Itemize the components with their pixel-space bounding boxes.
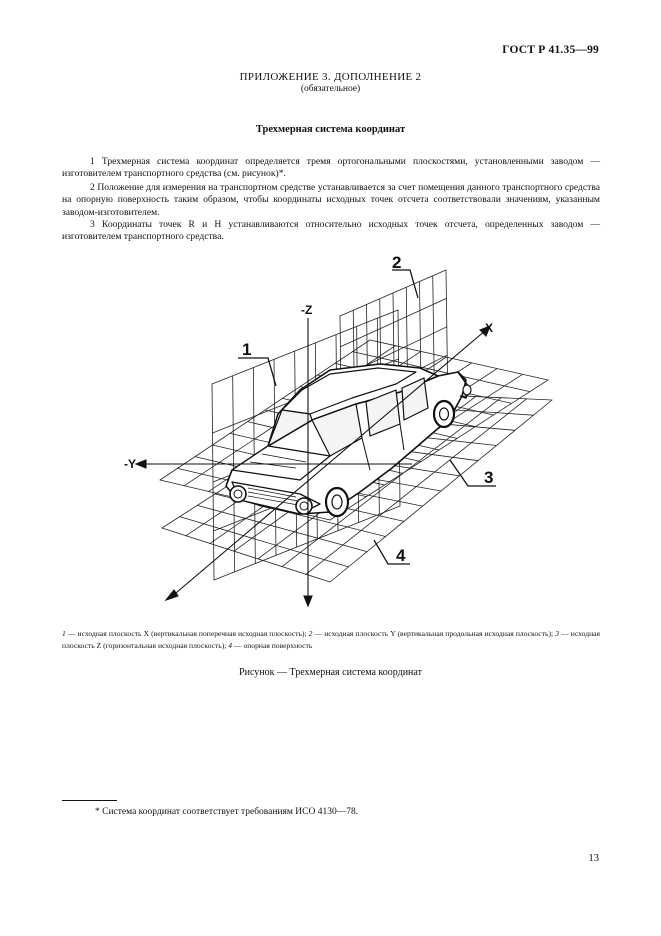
neg-y-axis-label: -Y xyxy=(124,457,136,471)
x-axis-label: X xyxy=(485,321,494,335)
legend-num-1: 1 xyxy=(62,629,66,638)
callout-3: 3 xyxy=(484,468,494,487)
legend-text-1: — исходная плоскость X (вертикальная поперечная исходная плоскость); xyxy=(65,629,309,638)
annex-note: (обязательное) xyxy=(300,84,361,94)
paragraph-3: 3 Координаты точек R и H устанавливаются относительно исходных точек отсчета, определенных заводом — изготовителем транспортного средства. xyxy=(62,219,600,243)
annex-title: ПРИЛОЖЕНИЕ 3. ДОПОЛНЕНИЕ 2 xyxy=(239,71,422,83)
standard-code: ГОСТ Р 41.35—99 xyxy=(502,44,599,56)
legend-text-4: — опорная поверхность xyxy=(232,640,313,650)
car-illustration xyxy=(226,364,471,516)
figure-legend xyxy=(62,628,600,651)
legend-text-3: — исходная плоскость Z (горизонтальная исходная плоскость); xyxy=(62,629,600,650)
legend-num-3: 3 xyxy=(555,629,560,638)
callout-4: 4 xyxy=(396,546,406,565)
paragraph-1: 1 Трехмерная система координат определяется тремя ортогональными плоскостями, установленными заводом — изготовителем транспортного средства (см. рисунок)*. xyxy=(62,156,600,180)
legend-num-4: 4 xyxy=(228,640,233,650)
legend-text-2: — исходная плоскость Y (вертикальная продольная исходная плоскость); xyxy=(312,629,556,638)
page-number: 13 xyxy=(588,853,599,864)
paragraph-2: 2 Положение для измерения на транспортном средстве устанавливается за счет помещения данного транспортного средства на опорную поверхность таким образом, чтобы координаты исходных точек отсчета соответствовали значениям, указанным заводом-изготовителем. xyxy=(62,182,600,218)
footnote-divider xyxy=(62,800,117,801)
legend-num-2: 2 xyxy=(308,629,313,638)
footnote: * Система координат соответствует требованиям ИСО 4130—78. xyxy=(95,807,359,817)
callout-2: 2 xyxy=(392,253,402,272)
figure-title: Рисунок — Трехмерная система координат xyxy=(239,667,422,678)
section-title: Трехмерная система координат xyxy=(255,124,406,135)
neg-z-axis-label: -Z xyxy=(301,303,313,317)
callout-1: 1 xyxy=(242,340,252,359)
